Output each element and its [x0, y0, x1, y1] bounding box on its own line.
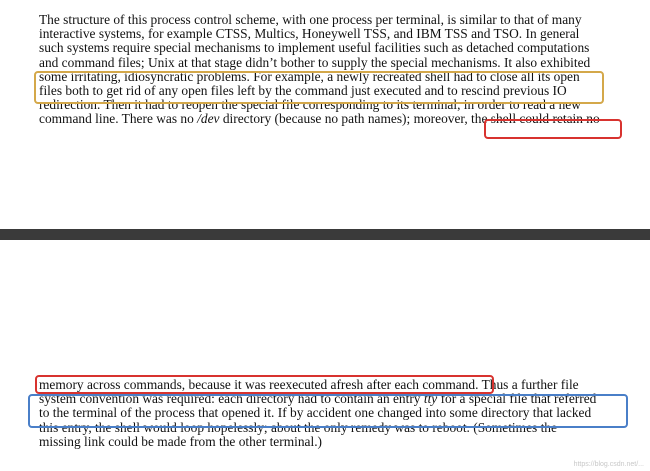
italic-tty: tty [423, 391, 438, 407]
text-line: such systems require special mechanisms to implement useful facilities such as detached computations [39, 40, 590, 56]
text-line: The structure of this process control scheme, with one process per terminal, is similar to that of many [39, 12, 582, 27]
text-line: system convention was required: each directory had to contain an entry tty for a special file that referred [39, 391, 597, 407]
text-line: command line. There was no /dev directory (because no path names); moreover, the shell could retain no [39, 111, 600, 127]
highlight-box-blue [28, 394, 628, 428]
watermark: https://blog.csdn.net/... [573, 461, 644, 468]
text-line: some irritating, idiosyncratic problems. For example, a newly recreated shell had to close all its open [39, 68, 580, 84]
page-divider [0, 229, 650, 240]
italic-dev: /dev [197, 111, 220, 127]
text-line: memory across commands, because it was reexecuted afresh after each command. Thus a further file [39, 377, 579, 392]
text-line: interactive systems, for example CTSS, Multics, Honeywell TSS, and IBM TSS and TSO. In general [39, 26, 580, 42]
highlight-box-red-bottom [35, 375, 494, 394]
text-line: redirection. Then it had to reopen the special file corresponding to its terminal, in order to read a new [39, 97, 581, 113]
top-paragraph [39, 13, 639, 127]
highlight-box-red-top [484, 119, 622, 139]
highlight-box-orange [34, 71, 604, 104]
text-line: missing link could be made from the other terminal.) [39, 433, 322, 449]
text-line: files both to get rid of any open files left by the command just executed and to rescind previous IO [39, 83, 567, 99]
text-line: this entry, the shell would loop hopelessly; about the only remedy was to reboot. (Sometimes the [39, 419, 557, 435]
text-line: and command files; Unix at that stage didn’t bother to supply the special mechanisms. It also exhibited [39, 54, 591, 70]
text-line: to the terminal of the process that opened it. If by accident one changed into some directory that lacked [39, 405, 592, 421]
